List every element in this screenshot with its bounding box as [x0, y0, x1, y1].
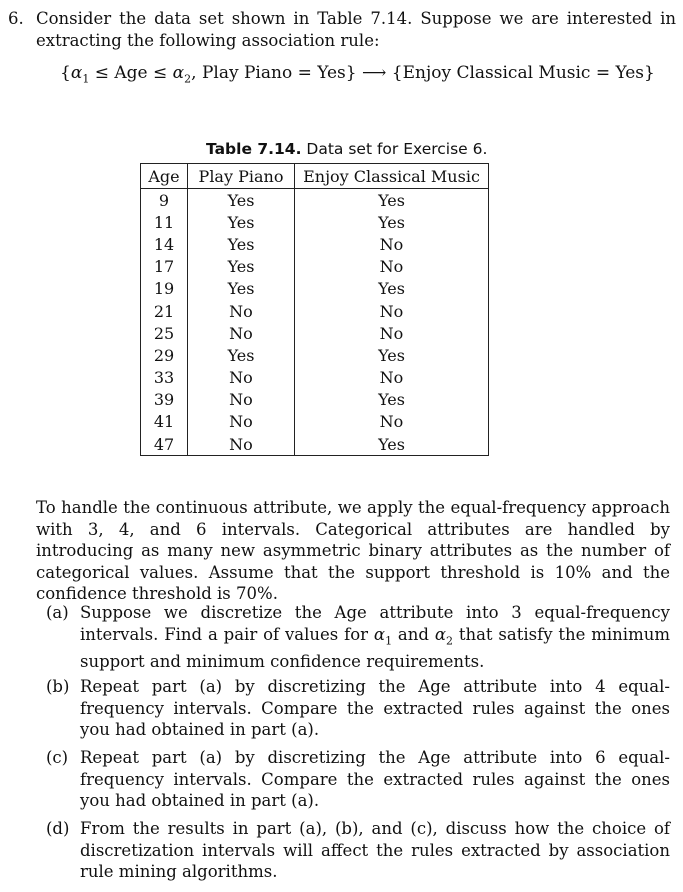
cell-age: 14 — [141, 233, 188, 255]
table-caption — [206, 140, 487, 158]
cell-enjoy-classical-music: Yes — [295, 389, 489, 411]
part-a-alpha1-sub: 1 — [385, 633, 393, 647]
cell-enjoy-classical-music: No — [295, 367, 489, 389]
cell-age: 41 — [141, 411, 188, 433]
rule-arrow: ⟶ — [361, 63, 387, 83]
part-a-mid: and — [392, 624, 435, 644]
cell-enjoy-classical-music: Yes — [295, 211, 489, 233]
cell-enjoy-classical-music: No — [295, 233, 489, 255]
part-c — [36, 747, 670, 812]
part-a-alpha2-sub: 2 — [445, 633, 453, 647]
table-caption-label: Table 7.14. — [206, 140, 302, 158]
part-d-label: (d) — [46, 819, 70, 838]
cell-age: 39 — [141, 389, 188, 411]
table-row — [141, 256, 489, 278]
cell-play-piano: No — [188, 367, 295, 389]
table-row — [141, 344, 489, 366]
table-caption-text: Data set for Exercise 6. — [306, 140, 488, 158]
part-a-alpha2: α — [434, 624, 446, 644]
cell-age: 19 — [141, 278, 188, 300]
cell-play-piano: No — [188, 411, 295, 433]
part-d-text: From the results in part (a), (b), and (c), discuss how the choice of discretization intervals will affect the rules extracted by association rule mining algorithms. — [80, 819, 670, 881]
rule-alpha2-sub: 2 — [184, 72, 192, 86]
part-c-text: Repeat part (a) by discretizing the Age attribute into 6 equal-frequency intervals. Compare the extracted rules against the ones you had obtained in part (a). — [80, 748, 670, 810]
table-row — [141, 233, 489, 255]
cell-play-piano: No — [188, 300, 295, 322]
cell-enjoy-classical-music: No — [295, 322, 489, 344]
header-enjoy-classical-music: Enjoy Classical Music — [295, 164, 489, 189]
table-row — [141, 367, 489, 389]
part-b — [36, 676, 670, 741]
cell-play-piano: Yes — [188, 278, 295, 300]
data-table — [140, 163, 489, 456]
part-b-text: Repeat part (a) by discretizing the Age attribute into 4 equal-frequency intervals. Compare the extracted rules against the ones you had obtained in part (a). — [80, 677, 670, 739]
table-row — [141, 322, 489, 344]
cell-age: 47 — [141, 433, 188, 456]
cell-play-piano: Yes — [188, 233, 295, 255]
part-a-text-after: that satisfy the minimum support and minimum confidence requirements. — [80, 624, 670, 672]
cell-age: 9 — [141, 189, 188, 212]
table-row — [141, 389, 489, 411]
cell-enjoy-classical-music: No — [295, 411, 489, 433]
rule-consequent: {Enjoy Classical Music = Yes} — [391, 63, 655, 83]
header-play-piano: Play Piano — [188, 164, 295, 189]
part-a-text — [80, 602, 670, 673]
rule-antecedent-rest: , Play Piano = Yes} — [191, 63, 357, 83]
cell-age: 29 — [141, 344, 188, 366]
part-a-label: (a) — [46, 603, 69, 622]
cell-age: 21 — [141, 300, 188, 322]
table-row — [141, 433, 489, 456]
table-row — [141, 278, 489, 300]
part-a — [36, 602, 670, 673]
question-number: 6. — [8, 9, 24, 28]
rule-alpha1: α — [70, 63, 83, 83]
part-b-label: (b) — [46, 677, 70, 696]
cell-play-piano: Yes — [188, 256, 295, 278]
cell-enjoy-classical-music: Yes — [295, 189, 489, 212]
rule-open-brace: { — [60, 63, 71, 83]
discretization-paragraph: To handle the continuous attribute, we apply the equal-frequency approach with 3, 4, and 6 intervals. Categorical attributes are handled by introducing as many new asymmetric binary attributes as the number of categorical values. Assume that the support threshold is 10% and the confidence threshold is 70%. — [36, 498, 670, 603]
cell-enjoy-classical-music: No — [295, 300, 489, 322]
cell-enjoy-classical-music: No — [295, 256, 489, 278]
cell-play-piano: Yes — [188, 344, 295, 366]
rule-alpha1-sub: 1 — [82, 72, 90, 86]
cell-age: 11 — [141, 211, 188, 233]
rule-le2: ≤ — [153, 63, 168, 83]
association-rule — [60, 63, 655, 85]
cell-play-piano: Yes — [188, 211, 295, 233]
cell-play-piano: Yes — [188, 189, 295, 212]
cell-play-piano: No — [188, 322, 295, 344]
table-header-row — [141, 164, 489, 189]
table-row — [141, 211, 489, 233]
cell-enjoy-classical-music: Yes — [295, 344, 489, 366]
table-row — [141, 300, 489, 322]
table-row — [141, 189, 489, 212]
cell-age: 25 — [141, 322, 188, 344]
part-a-alpha1: α — [373, 624, 386, 644]
cell-age: 17 — [141, 256, 188, 278]
cell-enjoy-classical-music: Yes — [295, 278, 489, 300]
question-intro-text: Consider the data set shown in Table 7.14. Suppose we are interested in extracting the following association rule: — [36, 9, 676, 50]
rule-alpha2: α — [172, 63, 185, 83]
cell-play-piano: No — [188, 389, 295, 411]
cell-play-piano: No — [188, 433, 295, 456]
header-age: Age — [141, 164, 188, 189]
cell-enjoy-classical-music: Yes — [295, 433, 489, 456]
rule-le1: ≤ — [94, 63, 109, 83]
table-row — [141, 411, 489, 433]
part-d — [36, 818, 670, 883]
part-a-text-before: Suppose we discretize the Age attribute into 3 equal-frequency intervals. Find a pair of values for — [80, 603, 670, 644]
cell-age: 33 — [141, 367, 188, 389]
question-intro — [8, 8, 676, 51]
rule-age: Age — [114, 63, 148, 83]
part-c-label: (c) — [46, 748, 69, 767]
